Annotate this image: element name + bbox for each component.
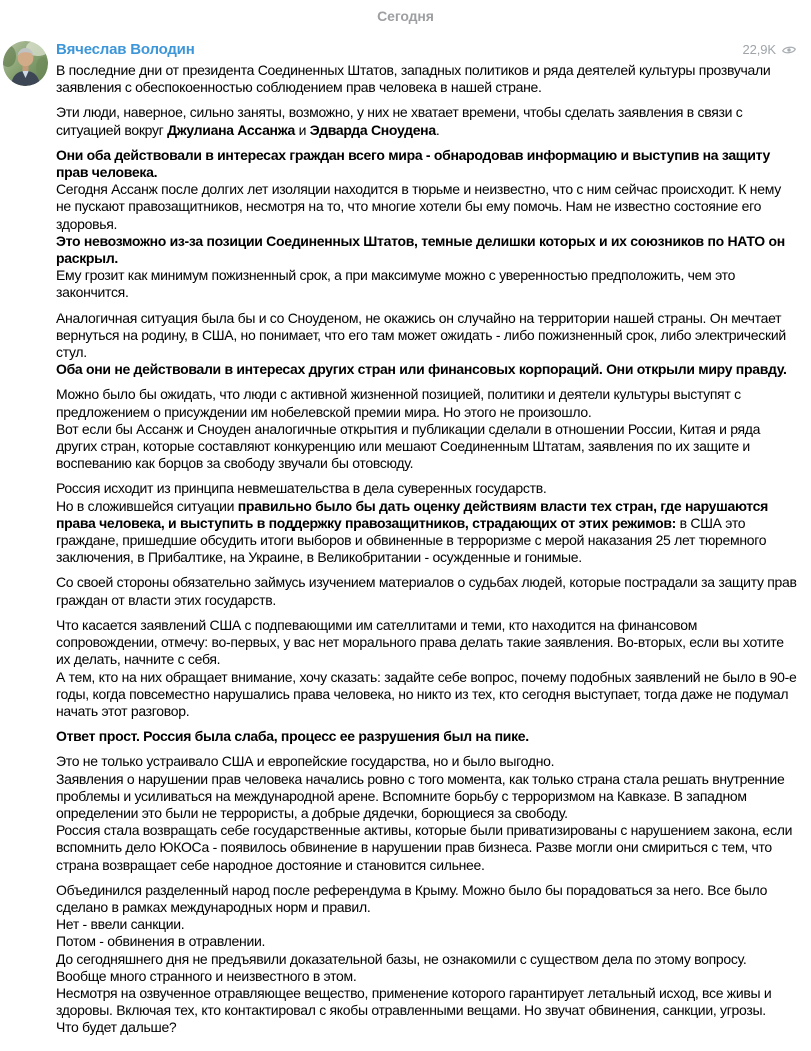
views-counter: [743, 42, 797, 57]
message-paragraph: [56, 233, 797, 267]
message-block: [56, 386, 797, 472]
bold-text-segment: Эдварда Сноудена: [309, 121, 436, 138]
message-paragraph: [56, 951, 797, 968]
message-paragraph: [56, 104, 797, 138]
message-paragraph: [56, 62, 797, 96]
bold-text-segment: правильно было бы дать оценку действиям власти тех стран, где нарушаются права человека, и выступить в поддержку правозащитников, страдающих от этих режимов:: [56, 497, 769, 531]
text-segment: Несмотря на озвученное отравляющее вещество, применение которого гарантирует летальный исход, все живы и здоровы. Включая тех, кто контактировал с якобы отравленными вещами. Но звучат обвинения, санкции, угрозы.: [56, 984, 772, 1019]
text-segment: Вот если бы Ассанж и Сноуден аналогичные открытия и публикации сделали в отношении России, Китая и ряда других стран, которые составляют конкуренцию или мешают Соединенным Штатам, заявления по их защите и воспеванию как борцов за свободу звучали бы отовсюду.: [56, 420, 761, 472]
message-paragraph: [56, 916, 797, 933]
message-paragraph: [56, 267, 797, 301]
text-segment: Россия стала возвращать себе государственные активы, которые были приватизированы с нарушением закона, если вспомнить дело ЮКОСа - появилось обвинение в нарушении прав бизнеса. Разве могли они смириться с тем, что страна возвращает себе народное достояние и становится сильнее.: [56, 822, 793, 873]
message-paragraph: [56, 753, 797, 770]
text-segment: Что будет дальше?: [56, 1019, 177, 1036]
text-segment: Объединился разделенный народ после референдума в Крыму. Можно было бы порадоваться за него. Все было сделано в рамках международных норм и правил.: [56, 881, 768, 915]
message-block: [56, 147, 797, 302]
message-paragraph: [56, 771, 797, 823]
message-paragraph: [56, 181, 797, 233]
eye-icon: [781, 44, 797, 56]
bold-text-segment: Ответ прост. Россия была слаба, процесс ее разрушения был на пике.: [56, 728, 529, 745]
text-segment: Это не только устраивало США и европейские государства, но и было выгодно.: [56, 753, 555, 770]
message-block: [56, 753, 797, 873]
text-segment: и: [295, 121, 310, 138]
text-segment: Потом - обвинения в отравлении.: [56, 933, 266, 950]
avatar[interactable]: [3, 41, 48, 86]
text-segment: Со своей стороны обязательно займусь изучением материалов о судьбах людей, которые пострадали за защиту прав граждан от власти этих государств.: [56, 574, 797, 608]
text-segment: До сегодняшнего дня не предъявили доказательной базы, не ознакомили с существом дела по этому вопросу.: [56, 950, 747, 967]
message-paragraph: [56, 1019, 797, 1036]
message-block: [56, 480, 797, 566]
text-segment: Аналогичная ситуация была бы и со Сноуденом, не окажись он случайно на территории нашей страны. Он мечтает вернуться на родину, в США, но понимает, что его там может ожидать - либо пожизненный срок, либо электрический стул.: [56, 309, 786, 361]
text-segment: Ему грозит как минимум пожизненный срок, а при максимуме можно с уверенностью предположить, чем это закончится.: [56, 267, 736, 301]
channel-post: [0, 40, 811, 1037]
message-text: [56, 62, 797, 1037]
message-paragraph: [56, 574, 797, 608]
message-paragraph: [56, 147, 797, 181]
message-block: [56, 310, 797, 379]
text-segment: В последние дни от президента Соединенных Штатов, западных политиков и ряда деятелей культуры прозвучали заявления с обеспокоенностью соблюдением прав человека в нашей стране.: [56, 62, 771, 96]
message-paragraph: [56, 968, 797, 985]
text-segment: Эти люди, наверное, сильно заняты, возможно, у них не хватает времени, чтобы сделать заявления в связи с ситуацией вокруг: [56, 104, 743, 138]
bold-text-segment: Они оба действовали в интересах граждан всего мира - обнародовав информацию и выступив на защиту прав человека.: [56, 146, 771, 181]
avatar-image: [3, 41, 48, 86]
text-segment: А тем, кто на них обращает внимание, хочу сказать: задайте себе вопрос, почему подобных заявлений не было в 90-е годы, когда повсеместно нарушались права человека, но никто из тех, кто сегодня выступает, тогда даже не подумал начать этот разговор.: [56, 668, 797, 719]
views-count: 22,9K: [742, 42, 776, 57]
text-segment: Можно было бы ожидать, что люди с активной жизненной позицией, политики и деятели культуры выступят с предложением о присуждении им нобелевской премии мира. Но этого не произошло.: [56, 386, 741, 420]
text-segment: Но в сложившейся ситуации: [56, 497, 238, 514]
message-paragraph: [56, 728, 797, 745]
text-segment: Вообще много странного и неизвестного в этом.: [56, 967, 357, 984]
message-block: [56, 728, 797, 745]
text-segment: Нет - ввели санкции.: [56, 916, 185, 933]
date-header[interactable]: Сегодня: [377, 8, 434, 24]
message-block: [56, 574, 797, 608]
author-name[interactable]: Вячеслав Володин: [56, 41, 195, 58]
message-paragraph: [56, 933, 797, 950]
bold-text-segment: Джулиана Ассанжа: [167, 121, 295, 138]
bold-text-segment: Это невозможно из-за позиции Соединенных Штатов, темные делишки которых и их союзников по НАТО он раскрыл.: [56, 232, 785, 267]
message-paragraph: [56, 480, 797, 497]
message-content: [56, 40, 797, 1037]
text-segment: .: [435, 121, 440, 138]
text-segment: в США это граждане, пришедшие обсудить итоги выборов и обвиненные в терроризме с мерой наказания 25 лет тюремного заключения, в Прибалтике, на Украине, в Великобритании - осужденные и гонимые.: [56, 514, 767, 566]
text-segment: Сегодня Ассанж после долгих лет изоляции находится в тюрьме и неизвестно, что с ним сейчас происходит. К нему не пускают правозащитников, несмотря на то, что многие хотели бы ему помочь. Нам не известно состояние его здоровья.: [56, 181, 781, 232]
message-paragraph: [56, 822, 797, 874]
message-paragraph: [56, 669, 797, 721]
message-paragraph: [56, 882, 797, 916]
message-block: [56, 617, 797, 720]
text-segment: Что касается заявлений США с подпевающими им сателлитами и теми, кто находится на финансовом сопровождении, отмечу: во-первых, у вас нет морального права делать такие заявления. Во-вторых, если вы хотите их делать, начните с себя.: [56, 616, 784, 668]
message-paragraph: [56, 421, 797, 473]
text-segment: Россия исходит из принципа невмешательства в дела суверенных государств.: [56, 480, 547, 497]
message-block: [56, 104, 797, 138]
text-segment: Заявления о нарушении прав человека начались ровно с того момента, как только страна стала решать внутренние проблемы и усиливаться на международной арене. Вспомните борьбу с терроризмом на Кавказе. В западном определении это были не террористы, а добрые дядечки, борющиеся за свободу.: [56, 770, 785, 821]
message-paragraph: [56, 617, 797, 669]
message-paragraph: [56, 498, 797, 567]
message-paragraph: [56, 310, 797, 362]
message-block: [56, 62, 797, 96]
message-header: [56, 40, 797, 59]
message-paragraph: [56, 386, 797, 420]
message-paragraph: [56, 361, 797, 378]
message-paragraph: [56, 985, 797, 1019]
message-block: [56, 882, 797, 1037]
bold-text-segment: Оба они не действовали в интересах других стран или финансовых корпораций. Они открыли миру правду.: [56, 361, 787, 378]
